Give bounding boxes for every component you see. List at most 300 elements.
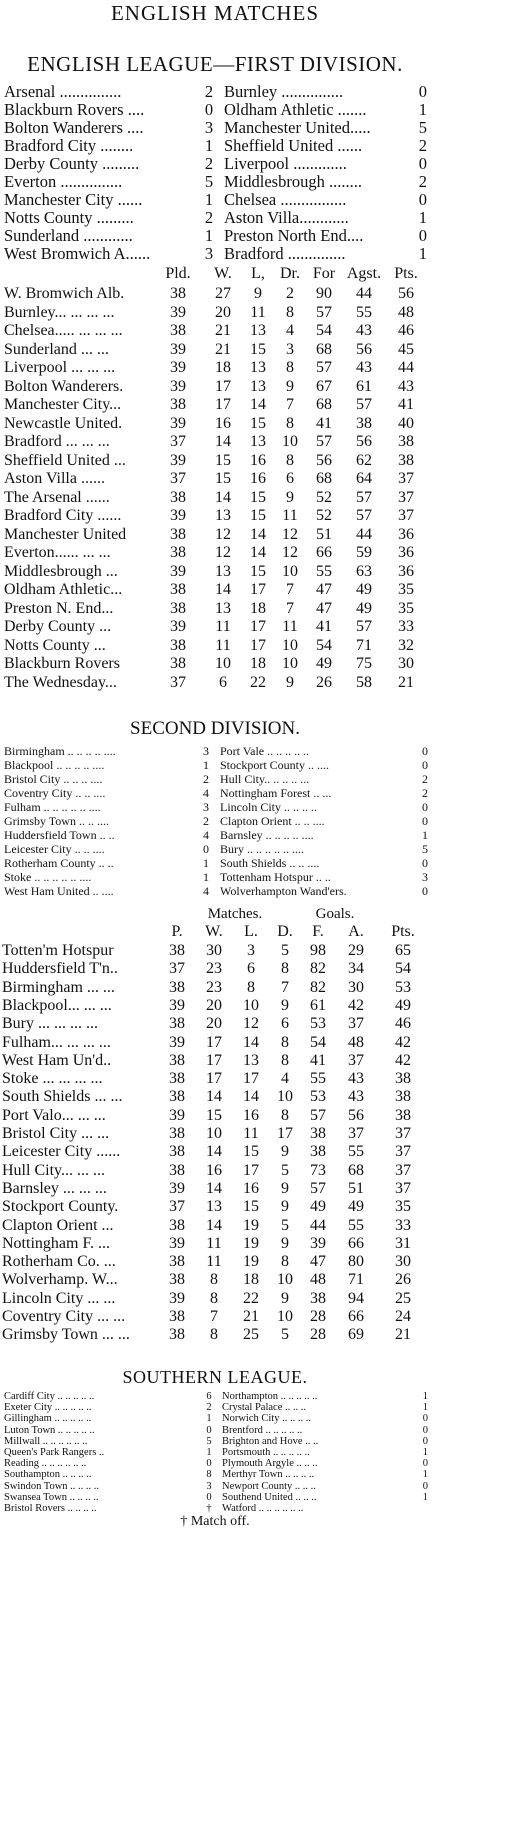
drawn: 8 bbox=[281, 1051, 289, 1069]
lost: 18 bbox=[243, 1271, 259, 1289]
goals-against: 64 bbox=[356, 470, 372, 487]
home-score: 0 bbox=[206, 1491, 212, 1503]
played: 39 bbox=[170, 359, 186, 376]
table-row bbox=[0, 304, 430, 323]
played: 38 bbox=[170, 636, 186, 654]
home-team: West Ham United .. .... bbox=[4, 884, 114, 898]
won: 14 bbox=[206, 1088, 222, 1106]
goals-for: 41 bbox=[310, 1051, 326, 1069]
lost: 12 bbox=[243, 1015, 259, 1033]
team-name: Rotherham Co. ... bbox=[2, 1253, 116, 1271]
goals-against: 66 bbox=[348, 1308, 364, 1325]
goals-against: 49 bbox=[356, 599, 372, 617]
played: 38 bbox=[169, 1271, 185, 1289]
points: 56 bbox=[398, 285, 414, 302]
team-name: Grimsby Town ... ... bbox=[2, 1326, 130, 1344]
table-row bbox=[0, 1290, 430, 1308]
goals-for: 57 bbox=[316, 303, 332, 321]
goals-for: 49 bbox=[316, 655, 332, 672]
result-row bbox=[0, 1458, 430, 1469]
result-row bbox=[0, 101, 430, 119]
home-team: Sunderland ............ bbox=[4, 227, 133, 245]
away-team: Burnley ............... bbox=[224, 83, 344, 101]
team-name: Bradford ... ... ... bbox=[4, 433, 110, 450]
drawn: 10 bbox=[282, 636, 298, 654]
drawn: 5 bbox=[281, 1161, 289, 1179]
home-team: Leicester City .. .. .... bbox=[4, 842, 105, 856]
away-team: Lincoln City .. .. .. .. bbox=[220, 800, 317, 814]
won: 20 bbox=[206, 1015, 222, 1033]
away-team: Barnsley .. .. .. .. .... bbox=[220, 828, 314, 842]
column-header: Dr. bbox=[280, 265, 300, 282]
column-header: L, bbox=[251, 265, 265, 282]
played: 38 bbox=[169, 1125, 185, 1142]
points: 65 bbox=[395, 942, 411, 959]
away-score: 0 bbox=[422, 1480, 428, 1492]
drawn: 5 bbox=[281, 1216, 289, 1234]
home-score: 2 bbox=[204, 155, 214, 173]
goals-against: 37 bbox=[348, 1051, 364, 1069]
goals-against: 38 bbox=[356, 414, 372, 432]
lost: 13 bbox=[250, 359, 266, 376]
goals-against: 44 bbox=[356, 525, 372, 543]
drawn: 12 bbox=[282, 525, 298, 543]
away-score: 5 bbox=[422, 842, 428, 856]
lost: 10 bbox=[243, 996, 259, 1014]
played: 38 bbox=[169, 1015, 185, 1033]
drawn: 8 bbox=[286, 414, 294, 432]
goals-for: 57 bbox=[316, 433, 332, 450]
home-score: 0 bbox=[203, 842, 209, 856]
away-score: 1 bbox=[422, 1491, 428, 1503]
table-row bbox=[0, 1180, 430, 1198]
away-score: 0 bbox=[422, 856, 428, 870]
played: 38 bbox=[169, 1051, 185, 1069]
away-team: Hull City.. .. .. .. ... bbox=[220, 772, 310, 786]
goals-against: 56 bbox=[348, 1106, 364, 1124]
played: 39 bbox=[169, 1289, 185, 1307]
goals-for: 53 bbox=[310, 1088, 326, 1106]
drawn: 8 bbox=[286, 451, 294, 469]
away-score: 0 bbox=[418, 191, 427, 209]
away-score: 0 bbox=[422, 1413, 428, 1425]
drawn: 4 bbox=[286, 322, 294, 339]
won: 15 bbox=[206, 1106, 222, 1124]
column-header: Pld. bbox=[165, 265, 191, 282]
drawn: 8 bbox=[281, 1106, 289, 1124]
table-row bbox=[0, 1235, 430, 1253]
team-name: Notts County ... bbox=[4, 636, 106, 654]
goals-against: 55 bbox=[348, 1143, 364, 1161]
result-row bbox=[0, 1469, 430, 1480]
home-score: 8 bbox=[206, 1469, 212, 1481]
table-row bbox=[0, 618, 430, 637]
away-score: 1 bbox=[422, 1469, 428, 1481]
home-score: 2 bbox=[203, 814, 209, 828]
column-header: W. bbox=[214, 265, 232, 282]
table-row bbox=[0, 655, 430, 674]
points: 42 bbox=[395, 1033, 411, 1051]
points: 37 bbox=[398, 470, 414, 487]
result-row bbox=[0, 209, 430, 227]
won: 23 bbox=[206, 960, 222, 978]
goals-for: 66 bbox=[316, 544, 332, 561]
goals-for: 98 bbox=[310, 942, 326, 959]
lost: 15 bbox=[250, 340, 266, 358]
team-name: The Arsenal ...... bbox=[4, 488, 110, 506]
home-team: Bristol City .. .. .. .... bbox=[4, 772, 103, 786]
won: 13 bbox=[215, 599, 231, 617]
team-name: Nottingham F. ... bbox=[2, 1234, 111, 1252]
played: 37 bbox=[170, 470, 186, 487]
team-name: Stoke ... ... ... ... bbox=[2, 1070, 103, 1088]
table-row bbox=[0, 359, 430, 378]
goals-against: 55 bbox=[356, 303, 372, 321]
away-team: Crystal Palace .. .. .. bbox=[222, 1402, 306, 1414]
goals-for: 54 bbox=[316, 322, 332, 339]
lost: 19 bbox=[243, 1253, 259, 1271]
goals-for: 54 bbox=[316, 636, 332, 654]
home-team: West Bromwich A...... bbox=[4, 245, 151, 263]
goals-for: 82 bbox=[310, 960, 326, 978]
won: 20 bbox=[215, 303, 231, 321]
goals-against: 29 bbox=[348, 942, 364, 959]
header-group-goals: Goals. bbox=[315, 906, 355, 922]
goals-against: 61 bbox=[356, 377, 372, 395]
home-team: Exeter City .. .. .. .. .. bbox=[4, 1402, 92, 1414]
points: 38 bbox=[395, 1106, 411, 1124]
away-score: 0 bbox=[418, 227, 427, 245]
away-score: 1 bbox=[422, 1391, 428, 1402]
played: 38 bbox=[170, 322, 186, 339]
goals-against: 80 bbox=[348, 1253, 364, 1271]
result-row bbox=[0, 137, 430, 155]
won: 17 bbox=[206, 1033, 222, 1051]
goals-against: 56 bbox=[356, 433, 372, 450]
played: 38 bbox=[169, 1308, 185, 1325]
played: 37 bbox=[170, 673, 186, 691]
drawn: 5 bbox=[281, 942, 289, 959]
column-header: P. bbox=[171, 923, 183, 940]
points: 38 bbox=[398, 451, 414, 469]
won: 17 bbox=[206, 1051, 222, 1069]
points: 44 bbox=[398, 359, 414, 376]
home-score: 3 bbox=[204, 119, 214, 137]
home-team: Swansea Town .. .. .. .. bbox=[4, 1491, 99, 1503]
away-team: Newport County .. .. .. bbox=[222, 1480, 316, 1492]
points: 54 bbox=[395, 960, 411, 978]
lost: 25 bbox=[243, 1326, 259, 1344]
drawn: 10 bbox=[277, 1088, 293, 1106]
drawn: 9 bbox=[281, 1143, 289, 1161]
home-score: 1 bbox=[204, 227, 214, 245]
home-team: Grimsby Town .. .. .... bbox=[4, 814, 109, 828]
away-score: 1 bbox=[418, 245, 427, 263]
team-name: W. Bromwich Alb. bbox=[4, 285, 125, 302]
away-team: Portsmouth .. .. .. .. .. bbox=[222, 1447, 310, 1458]
home-score: 0 bbox=[206, 1424, 212, 1436]
goals-for: 38 bbox=[310, 1143, 326, 1161]
won: 17 bbox=[206, 1070, 222, 1088]
header-group-matches: Matches. bbox=[207, 906, 263, 922]
won: 15 bbox=[215, 470, 231, 487]
home-team: Coventry City .. .. .... bbox=[4, 786, 106, 800]
points: 48 bbox=[398, 303, 414, 321]
table-row bbox=[0, 1217, 430, 1235]
points: 35 bbox=[395, 1198, 411, 1216]
table-row bbox=[0, 1088, 430, 1106]
home-score: 1 bbox=[206, 1447, 212, 1458]
table-row bbox=[0, 1143, 430, 1161]
played: 38 bbox=[169, 942, 185, 959]
table-row bbox=[0, 415, 430, 434]
played: 38 bbox=[169, 1161, 185, 1179]
away-team: Merthyr Town .. .. .. .. bbox=[222, 1469, 315, 1481]
drawn: 10 bbox=[282, 433, 298, 450]
home-team: Everton ............... bbox=[4, 173, 123, 191]
points: 53 bbox=[395, 978, 411, 996]
points: 33 bbox=[398, 618, 414, 635]
goals-for: 57 bbox=[310, 1106, 326, 1124]
points: 42 bbox=[395, 1051, 411, 1069]
won: 14 bbox=[215, 488, 231, 506]
points: 38 bbox=[395, 1070, 411, 1088]
goals-against: 58 bbox=[356, 673, 372, 691]
played: 39 bbox=[169, 1179, 185, 1197]
points: 46 bbox=[395, 1015, 411, 1033]
drawn: 9 bbox=[281, 1234, 289, 1252]
goals-for: 47 bbox=[316, 581, 332, 598]
won: 8 bbox=[210, 1326, 218, 1344]
points: 30 bbox=[395, 1253, 411, 1271]
team-name: Oldham Athletic... bbox=[4, 581, 123, 598]
table-row bbox=[0, 489, 430, 508]
goals-against: 43 bbox=[348, 1070, 364, 1088]
goals-against: 43 bbox=[356, 359, 372, 376]
won: 11 bbox=[206, 1234, 222, 1252]
goals-for: 56 bbox=[316, 451, 332, 469]
goals-against: 62 bbox=[356, 451, 372, 469]
home-score: 5 bbox=[206, 1435, 212, 1447]
table-row bbox=[0, 1271, 430, 1289]
team-name: Chelsea..... ... ... ... bbox=[4, 322, 123, 339]
home-score: 1 bbox=[204, 191, 214, 209]
home-team: Reading .. .. .. .. .. .. bbox=[4, 1458, 87, 1470]
home-team: Gillingham .. .. .. .. .. bbox=[4, 1413, 92, 1425]
goals-against: 44 bbox=[356, 285, 372, 302]
away-score: 0 bbox=[422, 884, 428, 898]
team-name: Sheffield United ... bbox=[4, 451, 126, 469]
goals-for: 51 bbox=[316, 525, 332, 543]
goals-against: 59 bbox=[356, 544, 372, 561]
played: 38 bbox=[170, 655, 186, 672]
team-name: West Ham Un'd.. bbox=[2, 1051, 112, 1069]
goals-for: 47 bbox=[316, 599, 332, 617]
home-team: Blackburn Rovers .... bbox=[4, 101, 145, 119]
away-score: 0 bbox=[422, 814, 428, 828]
lost: 21 bbox=[243, 1308, 259, 1325]
lost: 14 bbox=[250, 396, 266, 413]
goals-for: 90 bbox=[316, 285, 332, 302]
table-row bbox=[0, 378, 430, 397]
away-score: 1 bbox=[422, 1402, 428, 1414]
away-score: 2 bbox=[422, 772, 428, 786]
table-row bbox=[0, 1308, 430, 1326]
home-score: 0 bbox=[206, 1458, 212, 1470]
points: 33 bbox=[395, 1216, 411, 1234]
played: 39 bbox=[169, 1234, 185, 1252]
goals-against: 75 bbox=[356, 655, 372, 672]
points: 25 bbox=[395, 1289, 411, 1307]
column-header: Agst. bbox=[346, 265, 382, 282]
table-row bbox=[0, 942, 430, 960]
goals-for: 67 bbox=[316, 377, 332, 395]
won: 14 bbox=[215, 581, 231, 598]
away-score: 0 bbox=[422, 1458, 428, 1470]
away-team: Brentford .. .. .. .. .. bbox=[222, 1424, 303, 1436]
won: 21 bbox=[215, 340, 231, 358]
result-row bbox=[0, 155, 430, 173]
table-row bbox=[0, 341, 430, 360]
goals-against: 30 bbox=[348, 978, 364, 996]
result-row bbox=[0, 83, 430, 101]
lost: 17 bbox=[243, 1161, 259, 1179]
drawn: 17 bbox=[277, 1125, 293, 1142]
played: 39 bbox=[170, 451, 186, 469]
drawn: 8 bbox=[286, 303, 294, 321]
lost: 15 bbox=[250, 507, 266, 524]
played: 38 bbox=[170, 599, 186, 617]
away-team: Plymouth Argyle .. .. .. bbox=[222, 1458, 318, 1470]
home-score: 0 bbox=[204, 101, 214, 119]
column-header: Pts. bbox=[391, 923, 415, 940]
drawn: 12 bbox=[282, 544, 298, 561]
home-team: Arsenal ............... bbox=[4, 83, 122, 101]
goals-against: 57 bbox=[356, 618, 372, 635]
points: 32 bbox=[398, 636, 414, 654]
played: 38 bbox=[169, 1143, 185, 1161]
lost: 16 bbox=[243, 1106, 259, 1124]
goals-for: 48 bbox=[310, 1271, 326, 1289]
points: 38 bbox=[395, 1088, 411, 1106]
home-team: Huddersfield Town .. .. bbox=[4, 828, 115, 842]
team-name: Lincoln City ... ... bbox=[2, 1289, 116, 1307]
team-name: Huddersfield T'n.. bbox=[2, 960, 118, 978]
goals-against: 43 bbox=[356, 322, 372, 339]
column-header: F. bbox=[312, 923, 324, 940]
table-row bbox=[0, 396, 430, 415]
goals-against: 37 bbox=[348, 1015, 364, 1033]
played: 37 bbox=[170, 433, 186, 450]
home-score: 1 bbox=[203, 870, 209, 884]
home-score: 2 bbox=[203, 772, 209, 786]
won: 16 bbox=[215, 414, 231, 432]
points: 37 bbox=[395, 1161, 411, 1179]
away-team: Brighton and Hove .. .. bbox=[222, 1435, 319, 1447]
won: 14 bbox=[206, 1143, 222, 1161]
away-score: 1 bbox=[422, 828, 428, 842]
played: 38 bbox=[170, 396, 186, 413]
goals-against: 71 bbox=[348, 1271, 364, 1289]
lost: 3 bbox=[247, 942, 255, 959]
away-team: Port Vale .. .. .. .. .. bbox=[220, 744, 310, 758]
team-name: Blackpool... ... ... bbox=[2, 996, 112, 1014]
home-score: 2 bbox=[206, 1402, 212, 1414]
drawn: 4 bbox=[281, 1070, 289, 1088]
played: 39 bbox=[170, 414, 186, 432]
away-team: Clapton Orient .. .. .... bbox=[220, 814, 325, 828]
result-row bbox=[0, 245, 430, 263]
played: 38 bbox=[169, 1253, 185, 1271]
drawn: 9 bbox=[281, 1179, 289, 1197]
away-score: 1 bbox=[418, 209, 427, 227]
result-row bbox=[0, 870, 430, 884]
played: 37 bbox=[169, 1198, 185, 1216]
played: 38 bbox=[169, 978, 185, 996]
drawn: 8 bbox=[281, 960, 289, 978]
away-team: Nottingham Forest .. ... bbox=[220, 786, 332, 800]
lost: 11 bbox=[250, 303, 266, 321]
goals-for: 82 bbox=[310, 978, 326, 996]
won: 6 bbox=[219, 673, 227, 691]
table-row bbox=[0, 563, 430, 582]
home-score: 4 bbox=[203, 884, 209, 898]
won: 12 bbox=[215, 544, 231, 561]
home-team: Bristol Rovers .. .. .. .. bbox=[4, 1503, 97, 1514]
played: 38 bbox=[169, 1070, 185, 1088]
goals-for: 68 bbox=[316, 396, 332, 413]
drawn: 10 bbox=[282, 562, 298, 580]
home-score: 1 bbox=[204, 137, 214, 155]
drawn: 7 bbox=[286, 599, 294, 617]
team-name: Totten'm Hotspur bbox=[2, 942, 114, 959]
lost: 18 bbox=[250, 599, 266, 617]
goals-for: 61 bbox=[310, 996, 326, 1014]
won: 23 bbox=[206, 978, 222, 996]
away-team: Middlesbrough ........ bbox=[224, 173, 362, 191]
lost: 15 bbox=[250, 414, 266, 432]
lost: 16 bbox=[250, 470, 266, 487]
away-score: 2 bbox=[418, 137, 427, 155]
goals-against: 63 bbox=[356, 562, 372, 580]
drawn: 6 bbox=[281, 1015, 289, 1033]
won: 13 bbox=[206, 1198, 222, 1216]
won: 30 bbox=[206, 942, 222, 959]
result-row bbox=[0, 786, 430, 800]
lost: 17 bbox=[243, 1070, 259, 1088]
goals-for: 38 bbox=[310, 1289, 326, 1307]
won: 12 bbox=[215, 525, 231, 543]
drawn: 9 bbox=[281, 1289, 289, 1307]
lost: 14 bbox=[243, 1033, 259, 1051]
goals-against: 37 bbox=[348, 1125, 364, 1142]
goals-against: 34 bbox=[348, 960, 364, 978]
result-row bbox=[0, 856, 430, 870]
home-team: Swindon Town .. .. .. .. bbox=[4, 1480, 100, 1492]
column-header: For bbox=[312, 265, 336, 282]
points: 36 bbox=[398, 544, 414, 561]
goals-against: 51 bbox=[348, 1179, 364, 1197]
home-team: Queen's Park Rangers .. bbox=[4, 1447, 105, 1458]
away-team: Bradford .............. bbox=[224, 245, 346, 263]
team-name: Manchester United bbox=[4, 525, 127, 543]
away-team: Stockport County .. .... bbox=[220, 758, 330, 772]
lost: 15 bbox=[243, 1198, 259, 1216]
won: 8 bbox=[210, 1271, 218, 1289]
table-row bbox=[0, 1034, 430, 1052]
home-score: 3 bbox=[203, 800, 209, 814]
drawn: 9 bbox=[281, 996, 289, 1014]
